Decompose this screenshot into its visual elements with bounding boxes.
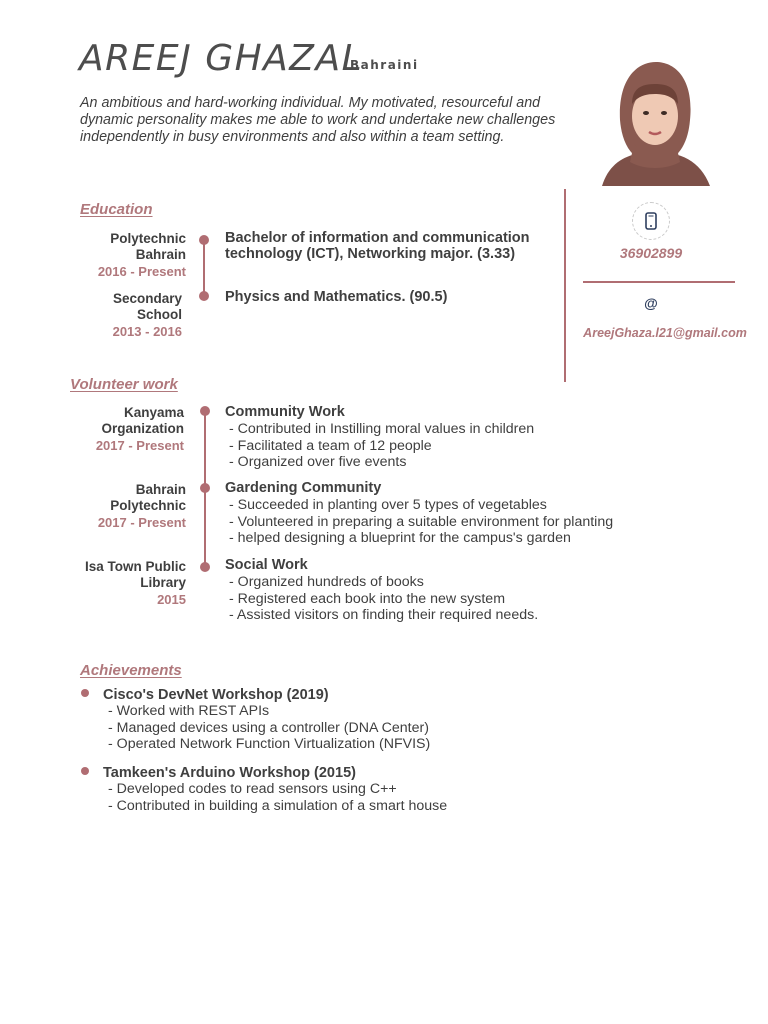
volunteer-bullets [225,497,613,547]
phone-icon [645,212,657,230]
degree-line: Physics and Mathematics. (90.5) [225,289,448,305]
volunteer-dates: 2015 [157,592,186,607]
education-degree [225,289,447,305]
education-institution [6,291,182,340]
achievement-bullets [108,703,430,753]
volunteer-org [10,482,186,531]
bullet-item: - helped designing a blueprint for the campus's garden [229,530,571,547]
volunteer-dates: 2017 - Present [95,438,184,453]
volunteer-bullets [225,574,538,624]
org-line: Polytechnic [110,498,186,513]
achievement-bullet-dot [81,689,89,697]
education-institution [10,231,186,280]
bullet-item: - Developed codes to read sensors using C++ [108,781,397,797]
institution-line: Bahrain [135,247,186,262]
volunteer-org [8,405,184,454]
bullet-item: - Succeeded in planting over 5 types of vegetables [229,497,547,513]
timeline-dot [200,483,210,493]
volunteer-org [10,559,186,608]
contact-divider [564,189,566,382]
volunteer-bullets [225,421,534,471]
timeline-dot [200,562,210,572]
achievement-entry [103,687,430,753]
bullet-item: - Organized hundreds of books [229,574,424,590]
education-dates: 2013 - 2016 [112,324,182,339]
degree-line: technology (ICT), Networking major. (3.33) [225,246,516,262]
education-degree [225,230,530,262]
education-dates: 2016 - Present [97,264,186,279]
volunteer-entry [225,480,613,547]
phone-number: 36902899 [619,245,683,261]
volunteer-role: Social Work [225,557,308,573]
achievement-title: Cisco's DevNet Workshop (2019) [103,687,329,703]
volunteer-entry [225,557,538,624]
bullet-item: - Managed devices using a controller (DNA Center) [108,719,429,736]
bullet-item: - Operated Network Function Virtualization (NFVIS) [108,736,431,753]
education-timeline [203,241,205,297]
timeline-dot [200,406,210,416]
bullet-item: - Assisted visitors on finding their required needs. [229,607,539,624]
org-line: Bahrain [135,482,186,497]
nationality: Bahraini [350,58,419,72]
email-address[interactable]: AreejGhaza.l21@gmail.com [583,326,747,340]
institution-line: School [136,307,182,322]
bullet-item: - Registered each book into the new system [229,590,506,607]
achievement-bullet-dot [81,767,89,775]
bullet-item: - Organized over five events [229,454,407,471]
degree-line: Bachelor of information and communication [225,230,530,246]
org-line: Library [140,575,186,590]
org-line: Kanyama [123,405,184,420]
contact-separator [583,281,735,283]
bullet-item: - Volunteered in preparing a suitable environment for planting [229,513,614,530]
institution-line: Secondary [112,291,182,306]
candidate-name: AREEJ GHAZAL [79,38,364,79]
achievement-title: Tamkeen's Arduino Workshop (2015) [103,765,356,781]
phone-icon-circle [632,202,670,240]
bullet-item: - Contributed in Instilling moral values in children [229,421,535,437]
profile-summary: An ambitious and hard-working individual. My motivated, resourceful and dynamic personality makes me able to work and undertake new challenges independently in busy environments and also within a team setting. [80,95,556,145]
profile-photo [596,58,714,188]
org-line: Organization [101,421,184,436]
achievement-bullets [108,781,447,814]
volunteer-title: Volunteer work [70,376,178,393]
institution-line: Polytechnic [110,231,186,246]
volunteer-role: Community Work [225,404,345,420]
email-icon: @ [644,295,658,311]
education-title: Education [80,201,153,218]
bullet-item: - Worked with REST APIs [108,703,270,719]
bullet-item: - Contributed in building a simulation of a smart house [108,797,448,814]
achievement-entry [103,765,447,814]
volunteer-role: Gardening Community [225,480,382,496]
org-line: Isa Town Public [84,559,186,574]
volunteer-dates: 2017 - Present [97,515,186,530]
timeline-dot [199,291,209,301]
bullet-item: - Facilitated a team of 12 people [229,437,432,454]
volunteer-entry [225,404,534,471]
timeline-dot [199,235,209,245]
achievements-title: Achievements [80,662,182,679]
